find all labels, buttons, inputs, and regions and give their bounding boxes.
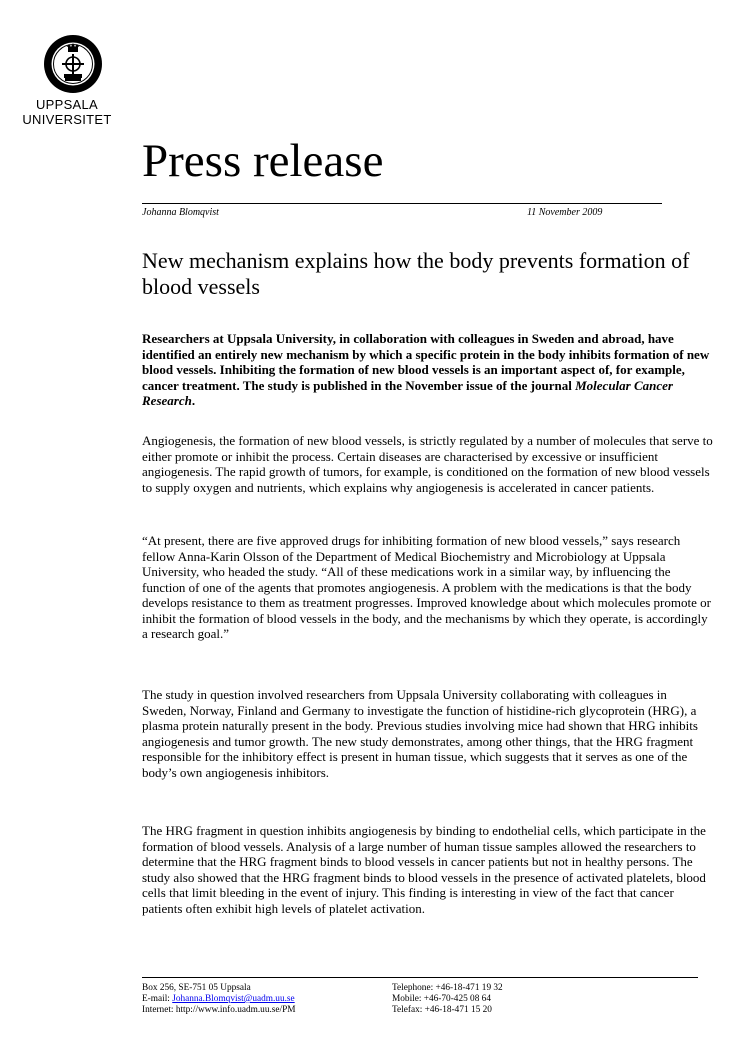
header-divider [142,203,662,204]
email-link[interactable]: Johanna.Blomqvist@uadm.uu.se [172,994,295,1004]
footer-email-label: E-mail: [142,994,173,1004]
body-paragraph-2: “At present, there are five approved drugs for inhibiting formation of new blood vessels,” says research fellow Anna-Karin Olsson of the Department of Medical Biochemistry and Microbiology at Uppsala University, who headed the study. “All of these medications work in a similar way, by influencing the function of one of the agents that promotes angiogenesis. A problem with the medications is that the body develops resistance to them as treatment progresses. Improved knowledge about which molecules promote or inhibit the formation of blood vessels in the body, and the mechanisms by which they operate, is accordingly a research goal.” [142,533,711,641]
university-name [0,97,134,127]
body-paragraph-1: Angiogenesis, the formation of new blood vessels, is strictly regulated by a number of molecules that serve to either promote or inhibit the process. Certain diseases are characterised by excessive or insufficient angiogenesis. The rapid growth of tumors, for example, is conditioned on the formation of new blood vessels to supply oxygen and nutrients, which explains why angiogenesis is accelerated in cancer patients. [142,433,713,495]
uppsala-university-seal-logo [43,34,103,94]
body-paragraph-3: The study in question involved researchers from Uppsala University collaborating with colleagues in Sweden, Norway, Finland and Germany to investigate the function of histidine-rich glycoprotein (HRG), a plasma protein naturally present in the body. Previous studies involving mice had shown that HRG inhibits angiogenesis and tumor growth. The new study demonstrates, among other things, that the HRG fragment responsible for the inhibitory effect is present in human tissue, which suggests that it serves as one of the body’s own angiogenesis inhibitors. [142,687,698,780]
footer-email-row [142,994,296,1005]
lead-paragraph [142,331,712,409]
footer-contact-left [142,983,296,1016]
lead-end: . [191,393,196,408]
journal-name: Molecular Cancer Research [142,377,673,408]
university-name-line2: UNIVERSITET [22,112,112,127]
footer-telephone: Telephone: +46-18-471 19 32 [392,983,503,993]
footer-mobile: Mobile: +46-70-425 08 64 [392,994,491,1004]
body-paragraph-4: The HRG fragment in question inhibits angiogenesis by binding to endothelial cells, which participate in the formation of blood vessels. Analysis of a large number of human tissue samples allowed the researchers to determine that the HRG fragment binds to blood vessels in cancer patients but not in healthy persons. The study also showed that the HRG fragment binds to blood vessels in the presence of activated platelets, blood cells that limit bleeding in the event of injury. This finding is interesting in view of the fact that cancer patients often exhibit high levels of platelet activation. [142,823,706,916]
footer-address: Box 256, SE-751 05 Uppsala [142,983,251,993]
footer-internet: Internet: http://www.info.uadm.uu.se/PM [142,1005,296,1015]
footer-contact-right [392,983,503,1016]
article-headline: New mechanism explains how the body prevents formation of blood vessels [142,248,690,299]
page-title: Press release [142,135,384,187]
release-date: 11 November 2009 [527,207,603,218]
author-name: Johanna Blomqvist [142,207,219,218]
university-name-line1: UPPSALA [35,97,99,112]
footer-divider [142,977,698,978]
lead-text: Researchers at Uppsala University, in collaboration with colleagues in Sweden and abroad, have identified an entirely new mechanism by which a specific protein in the body inhibits formation of new blood vessels. Inhibiting the formation of new blood vessels is an important aspect of, for example, cancer treatment. The study is published in the November issue of the journal [142,331,710,393]
footer-telefax: Telefax: +46-18-471 15 20 [392,1005,492,1015]
